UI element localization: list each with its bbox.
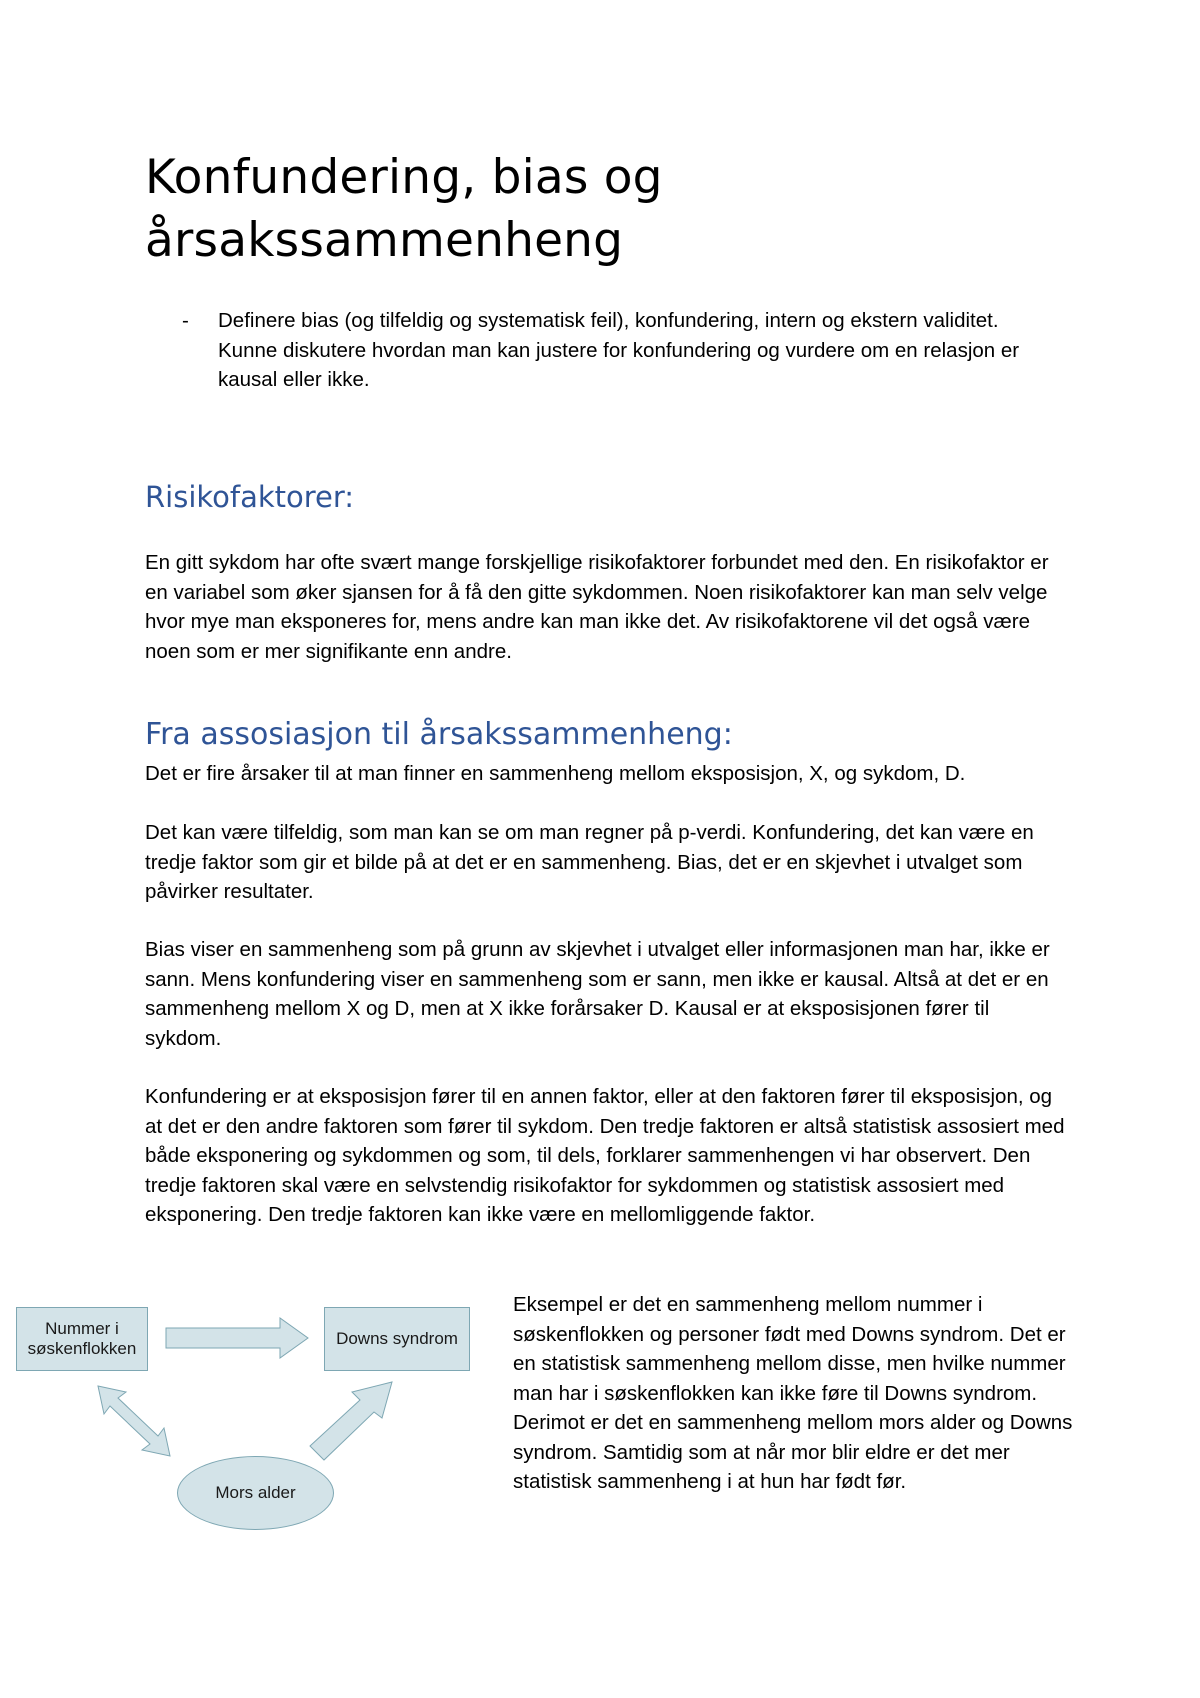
arrow-mother-to-downs — [310, 1382, 392, 1460]
arrow-sibling-mother-double — [98, 1386, 170, 1456]
paragraph-bias-vs-confounding: Bias viser en sammenheng som på grunn av skjevhet i utvalget eller informasjonen man har, ikke er sann. Mens konfundering viser en sammenheng som er sann, men ikke er kausal. Altså at det er en sammenheng mellom X og D, men at X ikke forårsaker D. Kausal er at eksposisjonen fører til sykdom. — [145, 938, 1050, 1050]
node-sibling-line-2: søskenflokken — [27, 1339, 137, 1358]
bullet-dash: - — [182, 309, 189, 332]
paragraph-example: Eksempel er det en sammenheng mellom nummer i søskenflokken og personer født med Downs syndrom. Det er en statistisk sammenheng mellom disse, men hvilke nummer man har i søskenflokken kan ikke føre til Downs syndrom. Derimot er det en sammenheng mellom mors alder og Downs syndrom. Samtidig som at når mor blir eldre er det mer statistisk sammenheng i at hun har født før. — [513, 1293, 1073, 1493]
objective-text: Definere bias (og tilfeldig og systematisk feil), konfundering, intern og ekstern validitet. Kunne diskutere hvordan man kan justere for konfundering og vurdere om en relasjon er kausal eller ikke. — [218, 309, 1020, 391]
paragraph-risk-factors: En gitt sykdom har ofte svært mange forskjellige risikofaktorer forbundet med den. En risikofaktor er en variabel som øker sjansen for å få den gitte sykdommen. Noen risikofaktorer kan man selv velge hvor mye man eksponeres for, mens andre kan man ikke det. Av risikofaktorene vil det også være noen som er mer signifikante enn andre. — [145, 551, 1049, 663]
learning-objective — [182, 306, 1062, 395]
title-line-1: Konfundering, bias og — [145, 150, 663, 205]
node-mothers-age — [177, 1456, 334, 1530]
page-title — [145, 146, 905, 272]
arrow-sibling-to-downs — [166, 1318, 308, 1358]
node-downs-label: Downs syndrom — [336, 1329, 458, 1348]
node-sibling-line-1: Nummer i — [45, 1319, 119, 1338]
paragraph-confounding-definition: Konfundering er at eksposisjon fører til en annen faktor, eller at den faktoren fører til eksposisjon, og at det er den andre faktoren som fører til sykdom. Den tredje faktoren er altså statistisk assosiert med både eksponering og sykdommen og som, til dels, forklarer sammenhengen vi har observert. Den tredje faktoren skal være en selvstendig risikofaktor for sykdommen og statistisk assosiert med eksponering. Den tredje faktoren kan ikke være en mellomliggende faktor. — [145, 1085, 1065, 1226]
node-sibling-label — [28, 1319, 137, 1359]
confounding-diagram — [0, 1290, 480, 1530]
paragraph-association-intro: Det er fire årsaker til at man finner en sammenheng mellom eksposisjon, X, og sykdom, D. — [145, 762, 966, 785]
paragraph-random-confounding-bias: Det kan være tilfeldig, som man kan se om man regner på p-verdi. Konfundering, det kan være en tredje faktor som gir et bilde på at det er en sammenheng. Bias, det er en skjevhet i utvalget som påvirker resultater. — [145, 821, 1034, 903]
heading-risk-factors: Risikofaktorer: — [145, 480, 355, 514]
heading-association: Fra assosiasjon til årsakssammenheng: — [145, 717, 733, 752]
node-mother-label: Mors alder — [215, 1483, 296, 1502]
node-downs-syndrome — [324, 1307, 470, 1371]
title-line-2: årsakssammenheng — [145, 213, 624, 268]
node-sibling-order — [16, 1307, 148, 1371]
